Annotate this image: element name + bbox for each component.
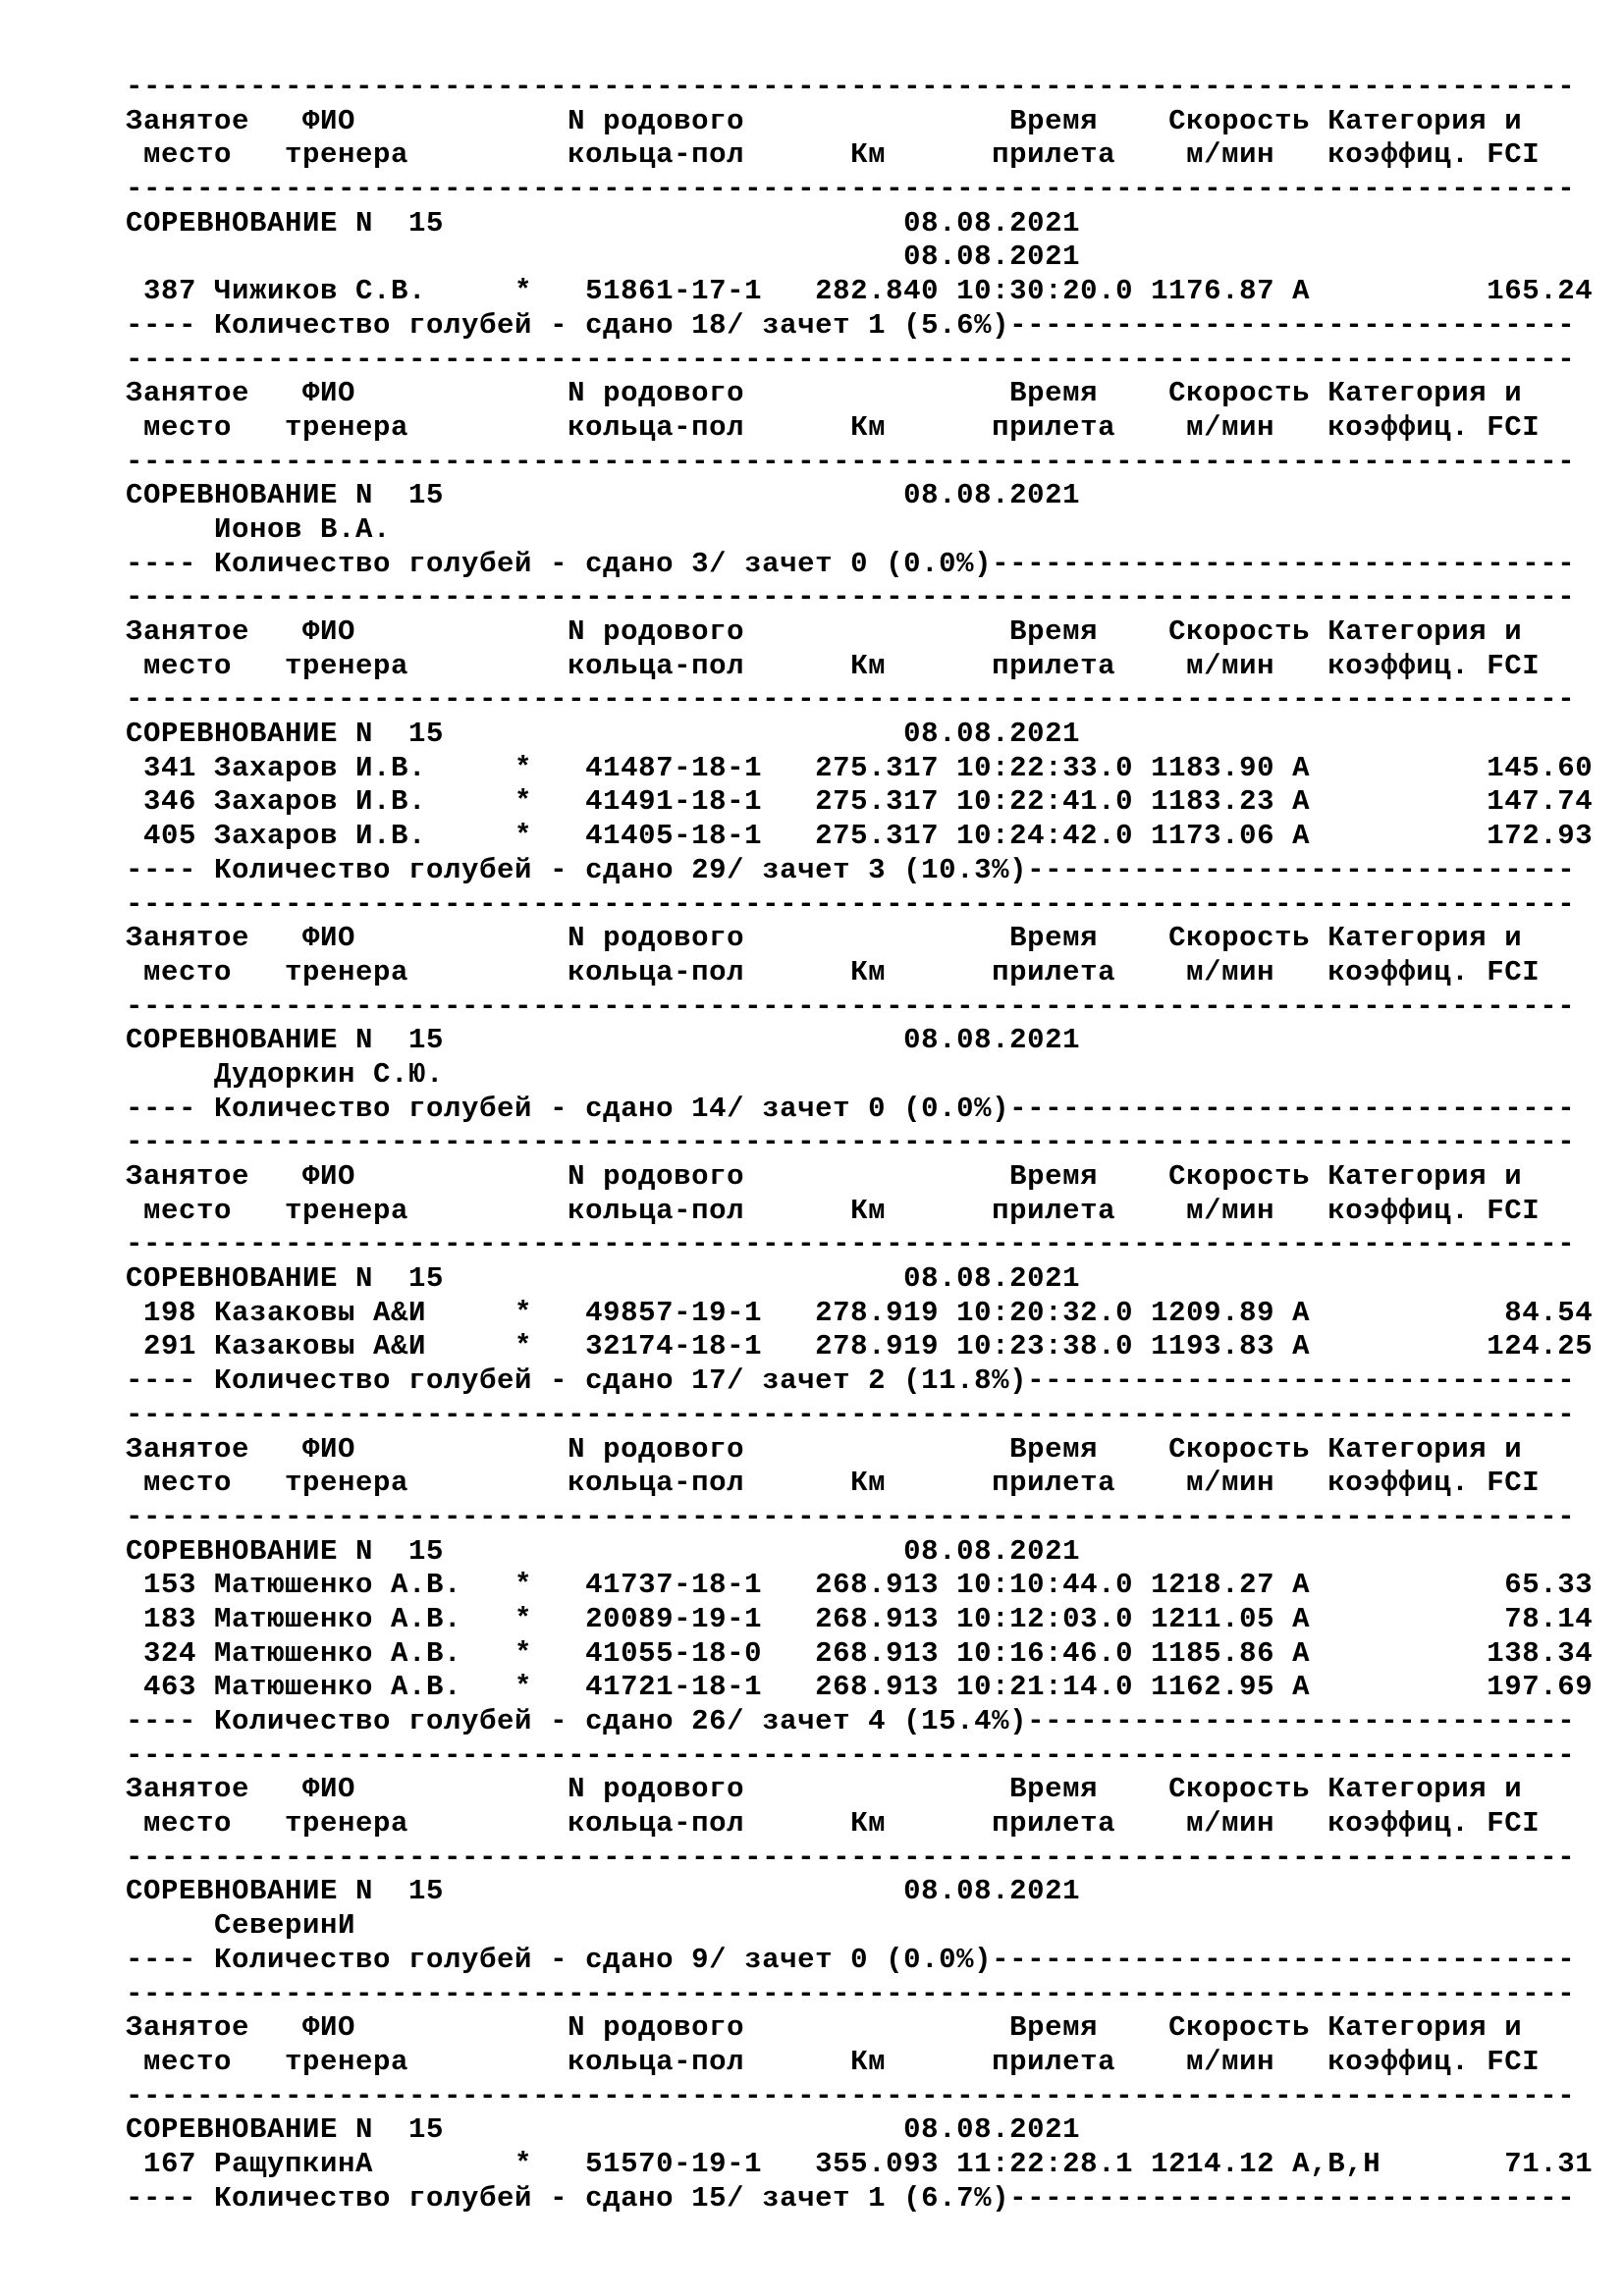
competition-title: СОРЕВНОВАНИЕ N 15 08.08.2021 [126, 1262, 1081, 1296]
section-extra-line: 08.08.2021 [126, 240, 1081, 274]
section-summary: ---- Количество голубей - сдано 17/ зачет 2 (11.8%)------------------------------- [126, 1364, 1576, 1398]
column-header-row-1: Занятое ФИО N родового Время Скорость Категория и [126, 1773, 1523, 1806]
result-row: 153 Матюшенко А.В. * 41737-18-1 268.913 10:10:44.0 1218.27 A 65.33 [126, 1569, 1594, 1602]
column-header-row-1: Занятое ФИО N родового Время Скорость Категория и [126, 377, 1523, 410]
column-header-row-2: место тренера кольца-пол Км прилета м/мин коэффиц. FCI [126, 955, 1541, 988]
separator-line: ---------------------------------------------------------------------------------- [126, 2079, 1576, 2112]
column-header-row-1: Занятое ФИО N родового Время Скорость Категория и [126, 1160, 1523, 1193]
separator-line: ---------------------------------------------------------------------------------- [126, 343, 1576, 376]
result-row: 291 Казаковы А&И * 32174-18-1 278.919 10:23:38.0 1193.83 A 124.25 [126, 1330, 1594, 1363]
competition-title: СОРЕВНОВАНИЕ N 15 08.08.2021 [126, 1875, 1081, 1908]
result-row: 341 Захаров И.В. * 41487-18-1 275.317 10:22:33.0 1183.90 A 145.60 [126, 751, 1594, 784]
section-extra-line: Дудоркин С.Ю. [126, 1057, 445, 1091]
section-summary: ---- Количество голубей - сдано 3/ зачет 0 (0.0%)--------------------------------- [126, 547, 1576, 580]
separator-line: ---------------------------------------------------------------------------------- [126, 1841, 1576, 1874]
competition-title: СОРЕВНОВАНИЕ N 15 08.08.2021 [126, 1024, 1081, 1057]
separator-line: ---------------------------------------------------------------------------------- [126, 1738, 1576, 1772]
column-header-row-2: место тренера кольца-пол Км прилета м/мин коэффиц. FCI [126, 1194, 1541, 1227]
section-extra-line: Ионов В.А. [126, 512, 392, 546]
column-header-row-2: место тренера кольца-пол Км прилета м/мин коэффиц. FCI [126, 1807, 1541, 1841]
race-results-report [126, 71, 1593, 2216]
column-header-row-1: Занятое ФИО N родового Время Скорость Категория и [126, 104, 1523, 137]
competition-title: СОРЕВНОВАНИЕ N 15 08.08.2021 [126, 2113, 1081, 2147]
competition-title: СОРЕВНОВАНИЕ N 15 08.08.2021 [126, 206, 1081, 240]
column-header-row-2: место тренера кольца-пол Км прилета м/мин коэффиц. FCI [126, 1467, 1541, 1500]
separator-line: ---------------------------------------------------------------------------------- [126, 1126, 1576, 1159]
column-header-row-1: Занятое ФИО N родового Время Скорость Категория и [126, 615, 1523, 648]
section-summary: ---- Количество голубей - сдано 14/ зачет 0 (0.0%)-------------------------------- [126, 1092, 1576, 1125]
column-header-row-1: Занятое ФИО N родового Время Скорость Категория и [126, 922, 1523, 955]
section-summary: ---- Количество голубей - сдано 29/ зачет 3 (10.3%)------------------------------- [126, 853, 1576, 886]
separator-line: ---------------------------------------------------------------------------------- [126, 173, 1576, 206]
column-header-row-1: Занятое ФИО N родового Время Скорость Категория и [126, 2011, 1523, 2045]
result-row: 183 Матюшенко А.В. * 20089-19-1 268.913 10:12:03.0 1211.05 A 78.14 [126, 1602, 1594, 1635]
separator-line: ---------------------------------------------------------------------------------- [126, 1500, 1576, 1533]
separator-line: ---------------------------------------------------------------------------------- [126, 1977, 1576, 2010]
separator-line: ---------------------------------------------------------------------------------- [126, 1228, 1576, 1261]
column-header-row-2: место тренера кольца-пол Км прилета м/мин коэффиц. FCI [126, 410, 1541, 444]
result-row: 346 Захаров И.В. * 41491-18-1 275.317 10:22:41.0 1183.23 A 147.74 [126, 785, 1594, 819]
separator-line: ---------------------------------------------------------------------------------- [126, 989, 1576, 1023]
result-row: 198 Казаковы А&И * 49857-19-1 278.919 10:20:32.0 1209.89 A 84.54 [126, 1296, 1594, 1329]
competition-title: СОРЕВНОВАНИЕ N 15 08.08.2021 [126, 479, 1081, 512]
separator-line: ---------------------------------------------------------------------------------- [126, 887, 1576, 921]
result-row: 324 Матюшенко А.В. * 41055-18-0 268.913 10:16:46.0 1185.86 A 138.34 [126, 1636, 1594, 1670]
result-row: 167 РащупкинА * 51570-19-1 355.093 11:22:28.1 1214.12 A,B,H 71.31 [126, 2147, 1594, 2180]
separator-line: ---------------------------------------------------------------------------------- [126, 683, 1576, 717]
separator-line: ---------------------------------------------------------------------------------- [126, 71, 1576, 103]
section-summary: ---- Количество голубей - сдано 15/ зачет 1 (6.7%)-------------------------------- [126, 2181, 1576, 2215]
column-header-row-2: место тренера кольца-пол Км прилета м/мин коэффиц. FCI [126, 138, 1541, 172]
result-row: 405 Захаров И.В. * 41405-18-1 275.317 10:24:42.0 1173.06 A 172.93 [126, 820, 1594, 853]
competition-title: СОРЕВНОВАНИЕ N 15 08.08.2021 [126, 718, 1081, 751]
separator-line: ---------------------------------------------------------------------------------- [126, 445, 1576, 478]
column-header-row-2: место тренера кольца-пол Км прилета м/мин коэффиц. FCI [126, 2045, 1541, 2078]
result-row: 463 Матюшенко А.В. * 41721-18-1 268.913 10:21:14.0 1162.95 A 197.69 [126, 1671, 1594, 1704]
column-header-row-1: Занятое ФИО N родового Время Скорость Категория и [126, 1432, 1523, 1466]
competition-title: СОРЕВНОВАНИЕ N 15 08.08.2021 [126, 1534, 1081, 1568]
section-extra-line: СеверинИ [126, 1909, 356, 1943]
section-summary: ---- Количество голубей - сдано 18/ зачет 1 (5.6%)-------------------------------- [126, 308, 1576, 342]
separator-line: ---------------------------------------------------------------------------------- [126, 1398, 1576, 1431]
section-summary: ---- Количество голубей - сдано 26/ зачет 4 (15.4%)------------------------------- [126, 1705, 1576, 1737]
section-summary: ---- Количество голубей - сдано 9/ зачет 0 (0.0%)--------------------------------- [126, 1943, 1576, 1976]
result-row: 387 Чижиков С.В. * 51861-17-1 282.840 10:30:20.0 1176.87 A 165.24 [126, 275, 1594, 308]
separator-line: ---------------------------------------------------------------------------------- [126, 581, 1576, 614]
column-header-row-2: место тренера кольца-пол Км прилета м/мин коэффиц. FCI [126, 649, 1541, 682]
